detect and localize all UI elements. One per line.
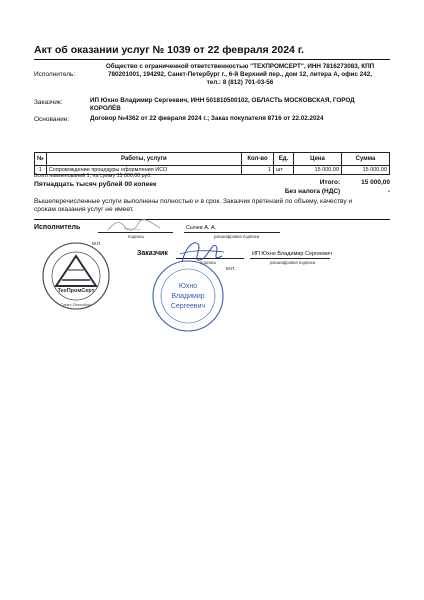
completion-note-line-1: Вышеперечисленные услуги выполнены полностью и в срок. Заказчик претензий по объему, качеству и — [34, 198, 353, 205]
customer-signature-label: Заказчик — [137, 250, 168, 257]
executor-handwritten-signature — [104, 216, 164, 236]
customer-label: Заказчик: — [34, 99, 63, 106]
executor-line-2: 780201001, 194292, Санкт-Петербург г., 6-й Верхний пер., дом 12, литера А, офис 242, — [107, 71, 373, 79]
vat-value: - — [387, 188, 390, 195]
customer-line-1: ИП Юхно Владимир Сергеевич, ИНН 501810500102, ОБЛАСТЬ МОСКОВСКАЯ, ГОРОД — [90, 97, 355, 104]
vat-row — [285, 188, 390, 195]
executor-label: Исполнитель: — [34, 71, 76, 78]
cell-price: 15 000,00 — [294, 166, 342, 175]
customer-name: ИП Юхно Владимир Сергеевич — [252, 251, 332, 257]
cell-service: Сопровождение процедуры оформления ИСО — [46, 166, 241, 175]
col-header-unit: Ед. — [274, 153, 294, 166]
col-header-qty: Кол-во — [242, 153, 274, 166]
executor-seal-icon — [40, 240, 112, 312]
col-header-price: Цена — [294, 153, 342, 166]
total-row — [320, 179, 390, 186]
customer-line-2: КОРОЛЁВ — [90, 105, 121, 113]
executor-details — [90, 63, 390, 88]
executor-sign-caption: подпись — [128, 234, 145, 239]
customer-decode-caption: расшифровка подписи — [270, 260, 316, 265]
summary-rule — [34, 219, 390, 220]
cell-sum: 15 000,00 — [342, 166, 390, 175]
vat-label: Без налога (НДС) — [284, 188, 341, 195]
executor-line-1: Общество с ограниченной ответственностью "ТЕХПРОМСЕРТ", ИНН 7816273083, КПП — [105, 63, 375, 70]
customer-decode-line — [250, 258, 330, 259]
document-title: Акт об оказании услуг № 1039 от 22 февраля 2024 г. — [34, 44, 305, 56]
customer-mp: М.П. — [226, 266, 236, 271]
executor-seal-city: Санкт-Петербург — [60, 302, 92, 307]
services-table — [34, 152, 390, 175]
executor-line-3: тел.: 8 (812) 701-03-56 — [206, 79, 274, 87]
customer-sign-caption: подпись — [200, 260, 217, 265]
executor-decode-caption: расшифровка подписи — [214, 234, 260, 239]
customer-details — [90, 97, 390, 113]
cell-qty: 1 — [242, 166, 274, 175]
total-label: Итого: — [319, 179, 341, 186]
col-header-sum: Сумма — [342, 153, 390, 166]
title-rule — [34, 59, 390, 60]
items-count-line: Всего наименований 1, на сумму 15 000,00 руб. — [34, 173, 152, 179]
customer-seal-line-2: Владимир — [171, 293, 205, 300]
table-header-row — [35, 153, 390, 166]
customer-seal-line-3: Сергеевич — [170, 303, 206, 310]
completion-note-line-2: срокам оказания услуг не имеет. — [34, 206, 134, 214]
executor-decode-line — [184, 232, 280, 233]
basis-label: Основание: — [34, 116, 70, 123]
executor-signature-label: Исполнитель — [34, 224, 81, 231]
executor-mp: М.П. — [92, 241, 102, 246]
total-value: 15 000,00 — [361, 179, 390, 186]
executor-seal-name: ТехПромСерт — [57, 288, 95, 294]
col-header-number: № — [35, 153, 47, 166]
cell-number: 1 — [35, 166, 47, 175]
customer-seal-line-1: Юхно — [178, 283, 198, 290]
completion-note — [34, 198, 384, 215]
amount-in-words: Пятнадцать тысяч рублей 00 копеек — [34, 181, 157, 188]
col-header-service: Работы, услуги — [46, 153, 241, 166]
basis-value: Договор №4362 от 22 февраля 2024 г.; Заказ покупателя 8716 от 22.02.2024 — [90, 115, 324, 122]
customer-seal-icon — [150, 258, 226, 334]
cell-unit: шт — [274, 166, 294, 175]
executor-name: Сычев А. А. — [186, 225, 217, 231]
